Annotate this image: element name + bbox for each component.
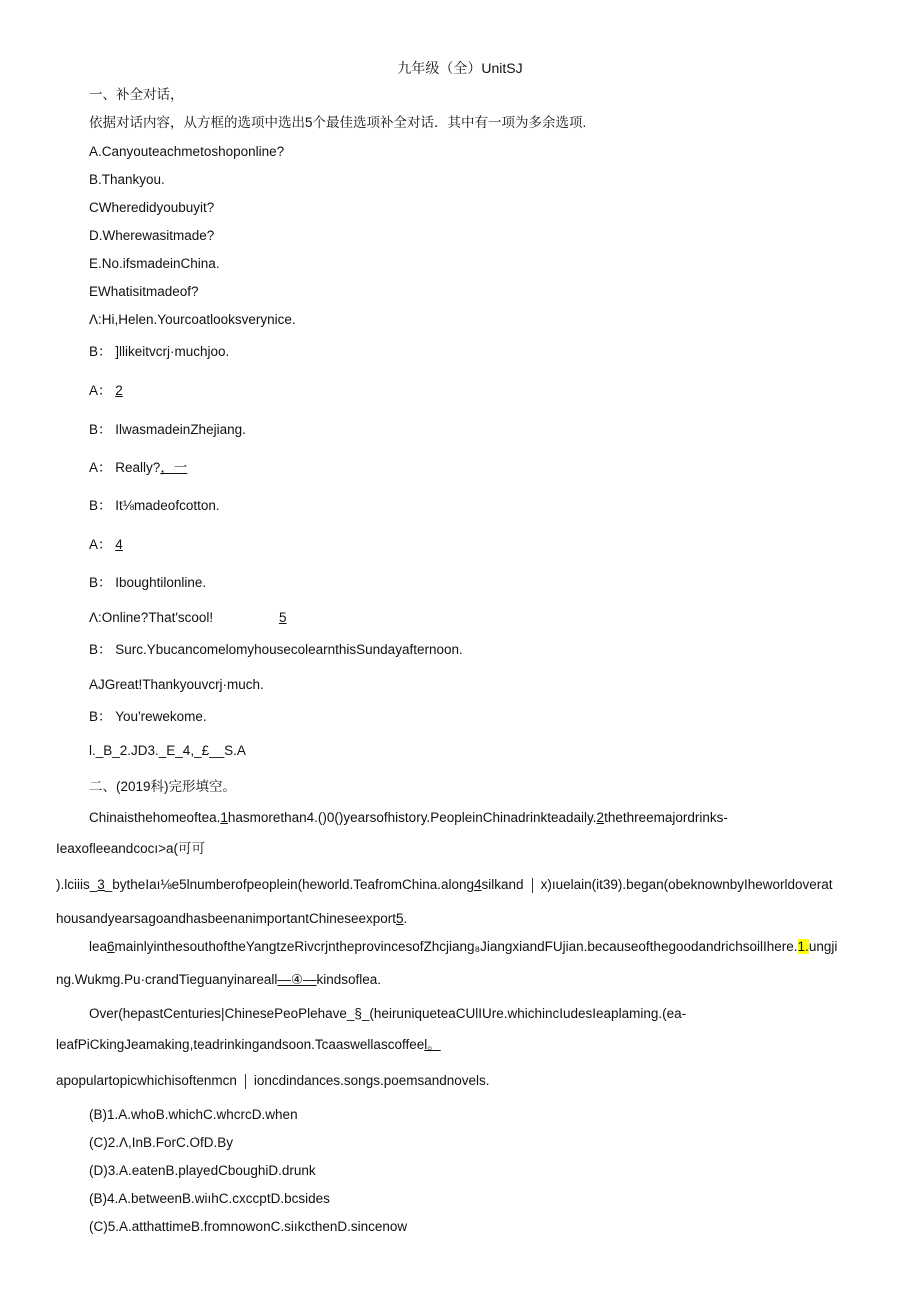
passage-line: [56, 876, 833, 894]
passage-text: ng.Wukmg.Pu·crandTieguanyinareall: [56, 972, 278, 987]
dialogue-line: [89, 497, 220, 515]
speaker: B：: [89, 422, 112, 437]
passage-text: lea: [89, 939, 108, 954]
option-e: E.No.ifsmadeinChina.: [89, 256, 220, 271]
speaker: B：: [89, 575, 112, 590]
passage-text: ioncdindances.songs.poemsandnovels.: [253, 1073, 490, 1088]
passage-line: Ieaxofleeandcocı>a(可可: [56, 841, 205, 856]
dialogue-line: [89, 536, 123, 554]
passage-text: x)ıuelain(it39).began: [540, 877, 664, 892]
line-text: Hi,Helen.Yourcoatlooksverynice.: [101, 312, 296, 327]
blank-number: —④—: [277, 972, 317, 987]
blank-number: 5: [396, 911, 404, 926]
passage-text: _bytheIaı⅛e5lnumberofpeoplein(heworld.TeafromChina.along: [104, 877, 475, 892]
passage-line: [56, 1072, 490, 1090]
question-item: (B)1.A.whoB.whichC.whcrcD.when: [89, 1107, 298, 1122]
blank-number: 4: [115, 537, 123, 552]
passage-line: [56, 910, 407, 928]
passage-text: mainlyinthesouthoftheYangtzeRivcrjntheprovincesofZhcjiang₈JiangxiandFUjian.becauseofthegoodandrichsoilIhere.: [114, 939, 798, 954]
speaker: A：: [89, 383, 112, 398]
dialogue-line: [89, 676, 264, 694]
speaker: A：: [89, 460, 112, 475]
blank-number: ，一: [160, 460, 188, 475]
passage-text: .: [403, 911, 408, 926]
line-text: Surc.YbucancomelomyhousecolearnthisSundayafternoon.: [115, 642, 463, 657]
dialogue-line: [89, 343, 229, 361]
dialogue-line: [89, 609, 213, 627]
speaker: B：: [89, 709, 112, 724]
passage-text: apopulartopicwhichisoftenmcn: [56, 1073, 237, 1088]
passage-line: [89, 809, 728, 827]
dialogue-line: [89, 641, 463, 659]
dialogue-line: [89, 421, 246, 439]
dialogue-line: [89, 459, 187, 477]
speaker: B：: [89, 498, 112, 513]
passage-text: ungji: [808, 939, 838, 954]
option-a: A.Canyouteachmetoshoponline?: [89, 144, 285, 159]
option-c: CWheredidyoubuyit?: [89, 200, 215, 215]
section1-instruction: 依据对话内容，从方框的选项中选出5个最佳选项补全对话．其中有一项为多余选项.: [89, 115, 587, 130]
passage-text: hasmorethan4.()0()yearsofhistory.PeopleinChinadrinkteadaily.: [227, 810, 597, 825]
passage-text: silkand: [481, 877, 524, 892]
vertical-rule: [245, 1074, 246, 1089]
line-text: Online?That'scool!: [101, 610, 214, 625]
section2-heading: 二、(2019科)完形填空。: [89, 779, 237, 794]
question-item: (D)3.A.eatenB.playedCboughiD.drunk: [89, 1163, 316, 1178]
option-f: EWhatisitmadeof?: [89, 284, 199, 299]
line-text: ]llikeitvcrj·muchjoo.: [115, 344, 230, 359]
question-item: (B)4.A.betweenB.wiıhC.cxccptD.bcsides: [89, 1191, 330, 1206]
passage-line: Over(hepastCenturies|ChinesePeoPlehave_§_(heiruniqueteaCUlIUre.whichincIudesIeaplaming.(ea-: [89, 1006, 687, 1021]
blank-number: 3: [97, 877, 105, 892]
highlighted-text: 1.: [797, 939, 809, 954]
speaker: B：: [89, 642, 112, 657]
line-text: Great!Thankyouvcrj·much.: [104, 677, 264, 692]
page-title: 九年级（全）UnitSJ: [397, 60, 523, 76]
dialogue-line: [89, 311, 296, 329]
dialogue-line: [89, 708, 207, 726]
passage-text: ).lciiis_: [56, 877, 98, 892]
line-text: IlwasmadeinZhejiang.: [115, 422, 246, 437]
dialogue-line: [89, 574, 206, 592]
speaker: B：: [89, 344, 112, 359]
blank-number: 6: [107, 939, 115, 954]
blank-number: 5: [279, 610, 287, 625]
passage-text: leafPiCkingJeamaking,teadrinkingandsoon.Tcaaswellascoffee: [56, 1037, 425, 1052]
passage-text: Chinaisthehomeoftea.: [89, 810, 221, 825]
section1-heading: 一、补全对话，: [89, 87, 184, 102]
speaker: A：: [89, 537, 112, 552]
blank-number: 4: [474, 877, 482, 892]
question-item: (C)5.A.atthattimeB.fromnowonC.siıkcthenD.sincenow: [89, 1219, 408, 1234]
dialogue-line: [89, 382, 123, 400]
blank-number: l。: [424, 1037, 441, 1052]
line-text: Iboughtilonline.: [115, 575, 207, 590]
option-d: D.Wherewasitmade?: [89, 228, 215, 243]
passage-text: kindsoflea.: [316, 972, 382, 987]
question-item: (C)2.Λ,InB.ForC.OfD.By: [89, 1135, 234, 1150]
answer-key: l._B_2.JD3._E_4,_£__S.A: [89, 743, 246, 758]
passage-line: [89, 938, 837, 956]
passage-line: [56, 971, 381, 989]
line-text: Really?: [115, 460, 161, 475]
option-b: B.Thankyou.: [89, 172, 165, 187]
blank-number: 2: [596, 810, 605, 825]
line-text: It⅛madeofcotton.: [115, 498, 220, 513]
passage-text: (obeknownbyIheworldoverat: [663, 877, 833, 892]
passage-text: thethreemajordrinks-: [604, 810, 728, 825]
blank-number: 1: [220, 810, 228, 825]
speaker: Λ:: [89, 312, 102, 327]
passage-line: [56, 1036, 441, 1054]
line-text: You'rewekome.: [115, 709, 207, 724]
speaker: AJ: [89, 677, 105, 692]
vertical-rule: [532, 878, 533, 893]
passage-text: housandyearsagoandhasbeenanimportantChineseexport: [56, 911, 396, 926]
blank-number: 2: [115, 383, 123, 398]
speaker: Λ:: [89, 610, 102, 625]
